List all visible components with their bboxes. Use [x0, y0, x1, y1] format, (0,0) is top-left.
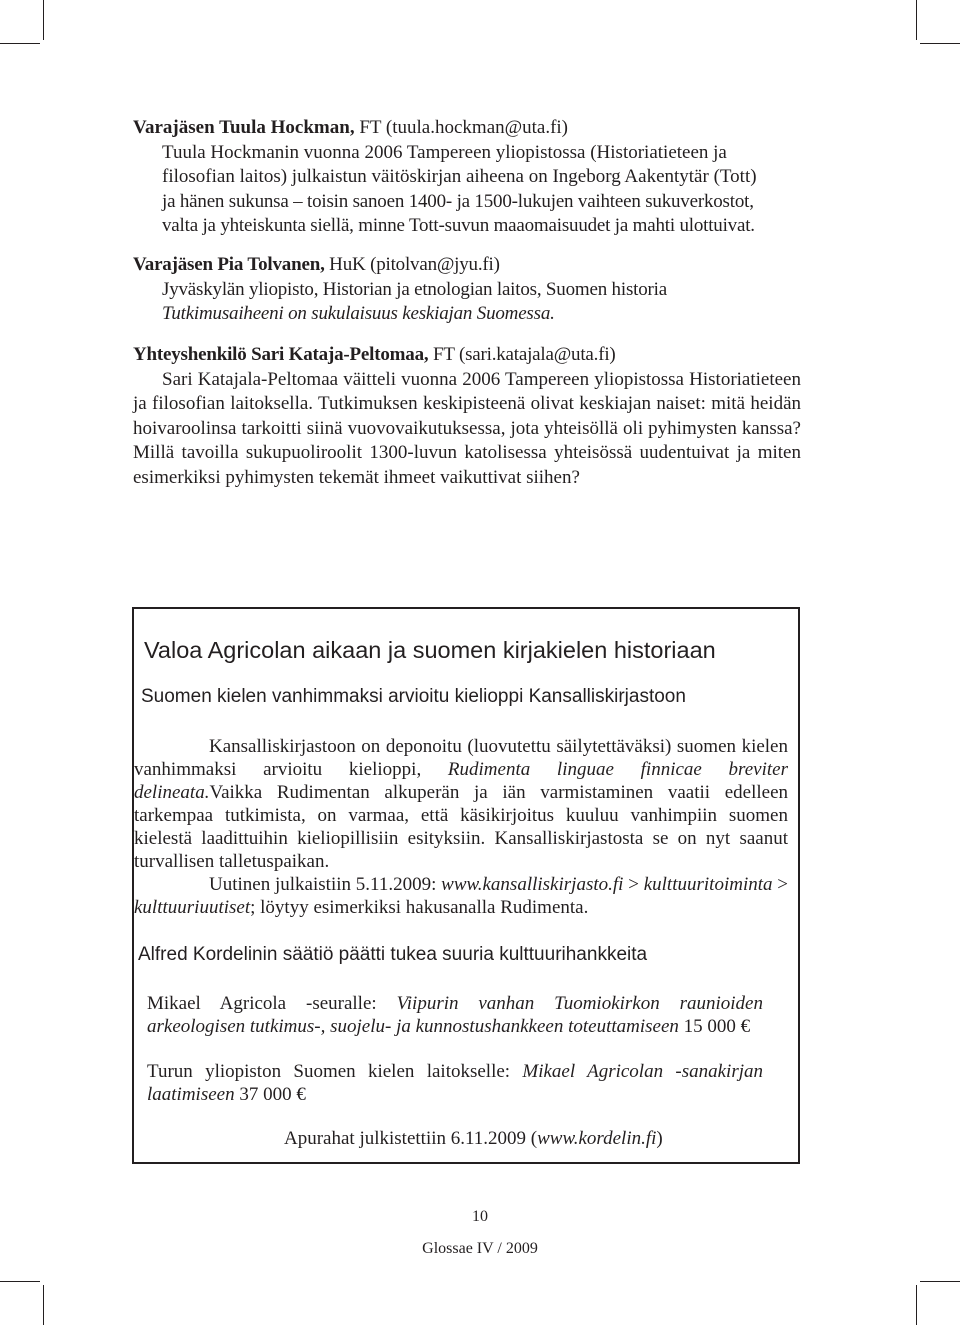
grant-recipient: Mikael Agricola -seuralle:: [147, 993, 397, 1014]
book-title: Rudimenta linguae finnicae breviter delineata.: [134, 759, 788, 803]
crop-mark: [43, 0, 44, 40]
news-text: >: [772, 874, 788, 895]
box-title: Valoa Agricolan aikaan ja suomen kirjakielen historiaan: [144, 637, 716, 663]
grant-footnote: [284, 1128, 663, 1150]
news-text: >: [623, 874, 644, 895]
description-line: filosofian laitos) julkaistun väitöskirjan aiheena on Ingeborg Aakentytär (Tott): [162, 166, 757, 188]
grant-amount: 37 000 €: [234, 1084, 306, 1105]
member-role: Yhteyshenkilö: [133, 344, 247, 365]
member-description: Sari Katajala-Peltomaa väitteli vuonna 2006 Tampereen yliopistossa Historiatieteen ja filosofian laitoksella. Tutkimuksen keskipisteenä olivat keskiajan naiset: mitä heidän hoivaroolinsa tarkoitti siinä vuovovaikutuksessa, jota yhteisöllä oli pyhimysten kanssa? Millä tavoilla sukupuoliroolit 1300-luvun katolisessa yhteisössä uudentuivat ja miten esimerkiksi pyhimysten tekemät ihmeet vaikuttivat siihen?: [133, 368, 801, 488]
grant-turku-university: [147, 1060, 763, 1106]
news-path: kulttuuritoiminta: [643, 874, 773, 895]
member-heading: [133, 343, 801, 368]
news-link[interactable]: www.kansalliskirjasto.fi: [441, 874, 624, 895]
news-text: Uutinen julkaistiin 5.11.2009:: [209, 874, 442, 895]
crop-mark: [920, 1281, 960, 1282]
contact-entry-kataja-peltomaa: [133, 343, 801, 491]
member-entry-hockman: [133, 116, 801, 239]
member-entry-tolvanen: [133, 253, 801, 327]
box-subtitle: Suomen kielen vanhimmaksi arvioitu kielioppi Kansalliskirjastoon: [141, 686, 686, 707]
grant-purpose: Mikael Agricolan -sanakirjan laatimiseen: [147, 1061, 763, 1105]
footnote-text: Apurahat julkistettiin 6.11.2009 (: [284, 1128, 538, 1149]
news-path: kulttuuriuutiset: [134, 897, 251, 918]
grant-purpose: Viipurin vanhan Tuomiokirkon raunioiden arkeologisen tutkimus-, suojelu- ja kunnostushankkeen toteuttamiseen: [147, 993, 763, 1037]
crop-mark: [0, 1281, 40, 1282]
member-name: Pia Tolvanen,: [217, 254, 325, 275]
member-description: [133, 278, 801, 327]
footnote-text: ): [656, 1128, 663, 1149]
description-line: valta ja yhteiskunta siellä, minne Tott-suvun maaomaisuudet ja mahti ulottuivat.: [162, 215, 755, 237]
member-degree-email: FT (sari.katajala@uta.fi): [428, 344, 616, 365]
description-line: ja hänen sukunsa – toisin sanoen 1400- ja 1500-lukujen vaihteen sukuverkostot,: [162, 190, 754, 212]
member-heading: [133, 116, 801, 141]
member-name: Tuula Hockman,: [219, 117, 355, 138]
grant-amount: 15 000 €: [678, 1016, 751, 1037]
crop-mark: [0, 43, 40, 44]
crop-mark: [916, 0, 917, 40]
rudimenta-paragraph: [134, 735, 788, 919]
description-line: Tuula Hockmanin vuonna 2006 Tampereen yliopistossa (Historiatieteen ja: [162, 141, 727, 163]
news-text: ; löytyy esimerkiksi hakusanalla Rudimenta.: [250, 897, 589, 918]
paragraph-text: Kansalliskirjastoon on deponoitu (luovutettu säilytettäväksi) suomen kielen vanhimmaksi arvioitu kielioppi,: [134, 736, 788, 780]
paragraph-text: Vaikka Rudimentan alkuperän ja iän varmistaminen vaatii edelleen tarkempaa tutkimista, on varmaa, että käsikirjoitus kuuluu vanhimpiin suomen kielestä laadittuihin kieliopillisiin esityksiin. Kansalliskirjastosta se on nyt saanut turvallisen talletuspaikan.: [134, 782, 788, 872]
journal-name: Glossae IV / 2009: [422, 1240, 538, 1257]
crop-mark: [43, 1285, 44, 1325]
crop-mark: [916, 1285, 917, 1325]
grant-agricola-seura: [147, 992, 763, 1038]
member-name: Sari Kataja-Peltomaa,: [251, 344, 429, 365]
member-role: Varajäsen: [133, 254, 213, 275]
member-heading: [133, 253, 801, 278]
member-degree-email: HuK (pitolvan@jyu.fi): [324, 254, 500, 275]
box-subtitle-2: Alfred Kordelinin säätiö päätti tukea suuria kulttuurihankkeita: [138, 944, 648, 965]
news-box: [132, 607, 800, 1164]
crop-mark: [920, 43, 960, 44]
description-line: Jyväskylän yliopisto, Historian ja etnologian laitos, Suomen historia: [162, 278, 667, 300]
member-degree-email: FT (tuula.hockman@uta.fi): [354, 117, 569, 138]
research-topic: Tutkimusaiheeni on sukulaisuus keskiajan Suomessa.: [162, 303, 555, 325]
grant-recipient: Turun yliopiston Suomen kielen laitokselle:: [147, 1061, 523, 1082]
member-role: Varajäsen: [133, 117, 215, 138]
kordelin-link[interactable]: www.kordelin.fi: [537, 1128, 657, 1149]
member-description: [133, 141, 801, 239]
page-number: 10: [472, 1208, 488, 1225]
